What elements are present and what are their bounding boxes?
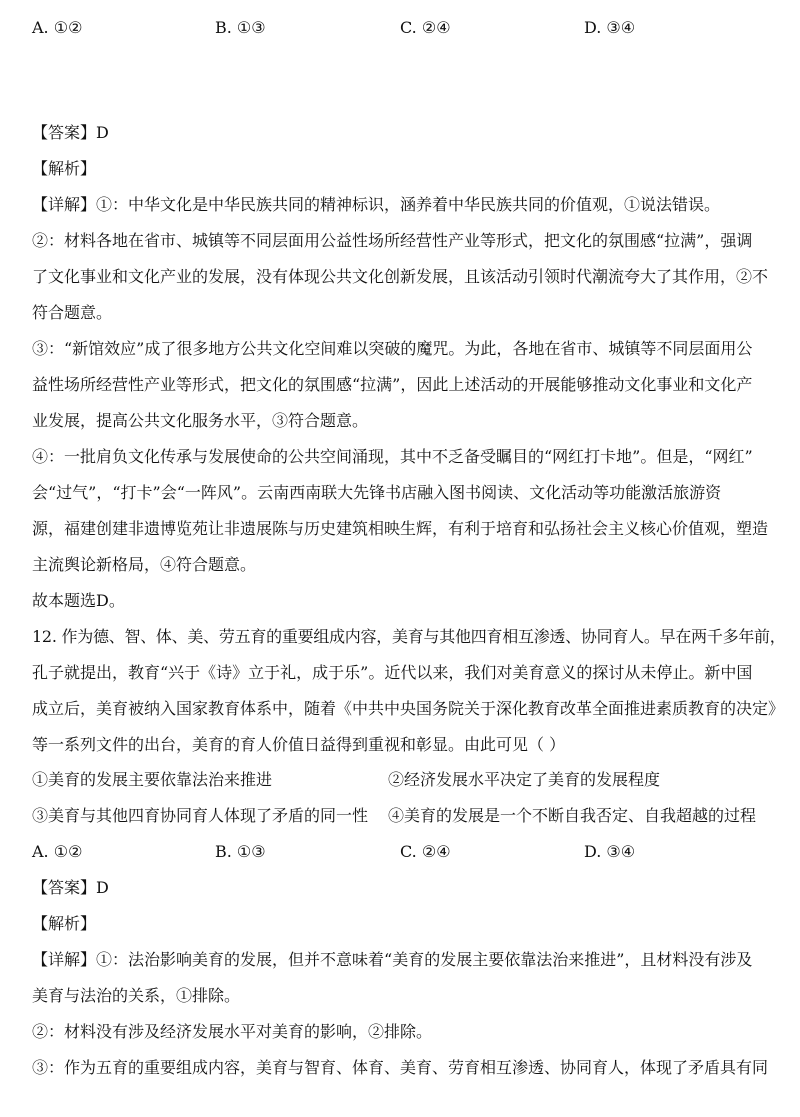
option-a: A. ①②	[32, 842, 83, 861]
detail-line: 美育与法治的关系，①排除。	[32, 986, 241, 1005]
question-line: 孔子就提出，教育“兴于《诗》立于礼，成于乐”。近代以来，我们对美育意义的探讨从未停止。新中国	[32, 663, 753, 682]
statement-1: ①美育的发展主要依靠法治来推进	[32, 770, 273, 789]
detail-line: 业发展，提高公共文化服务水平，③符合题意。	[32, 411, 369, 430]
option-d: D. ③④	[584, 18, 636, 37]
analysis-tag: 【解析】	[32, 159, 97, 178]
detail-line: 益性场所经营性产业等形式，把文化的氛围感“拉满”，因此上述活动的开展能够推动文化事业和文化产	[32, 375, 753, 394]
option-d: D. ③④	[584, 842, 636, 861]
option-c: C. ②④	[400, 18, 451, 37]
detail-tag: 【详解】	[32, 950, 97, 969]
detail-line: 主流舆论新格局，④符合题意。	[32, 555, 257, 574]
statement-2: ②经济发展水平决定了美育的发展程度	[388, 770, 661, 789]
detail-text: ①：中华文化是中华民族共同的精神标识，涵养着中华民族共同的价值观，①说法错误。	[96, 195, 721, 214]
option-b: B. ①③	[215, 18, 266, 37]
detail-line: 源，福建创建非遗博览苑让非遗展陈与历史建筑相映生辉，有利于培育和弘扬社会主义核心价值观，塑造	[32, 519, 769, 538]
detail-line: ③：“新馆效应”成了很多地方公共文化空间难以突破的魔咒。为此，各地在省市、城镇等不同层面用公	[32, 339, 753, 358]
detail-line	[32, 195, 720, 215]
detail-text: ①：法治影响美育的发展，但并不意味着“美育的发展主要依靠法治来推进”，且材料没有涉及	[96, 950, 753, 969]
statement-4: ④美育的发展是一个不断自我否定、自我超越的过程	[388, 806, 757, 825]
conclusion-line: 故本题选D。	[32, 591, 125, 610]
question-line: 等一系列文件的出台，美育的育人价值日益得到重视和彰显。由此可见（ ）	[32, 735, 566, 754]
detail-line: 符合题意。	[32, 303, 113, 322]
answer-line	[32, 123, 109, 143]
detail-tag: 【详解】	[32, 195, 97, 214]
answer-value: D	[96, 878, 109, 897]
detail-line: 了文化事业和文化产业的发展，没有体现公共文化创新发展，且该活动引领时代潮流夸大了其作用，②不	[32, 267, 769, 286]
detail-line: ②：材料没有涉及经济发展水平对美育的影响，②排除。	[32, 1022, 433, 1041]
statement-3: ③美育与其他四育协同育人体现了矛盾的同一性	[32, 806, 369, 825]
analysis-tag: 【解析】	[32, 914, 97, 933]
question-line: 12. 作为德、智、体、美、劳五育的重要组成内容，美育与其他四育相互渗透、协同育人。早在两千多年前，	[32, 627, 786, 646]
detail-line	[32, 950, 752, 970]
option-a: A. ①②	[32, 18, 83, 37]
answer-tag: 【答案】	[32, 878, 97, 897]
detail-line: ④：一批肩负文化传承与发展使命的公共空间涌现，其中不乏备受瞩目的“网红打卡地”。但是，“网红”	[32, 447, 753, 466]
detail-line: 会“过气”，“打卡”会“一阵风”。云南西南联大先锋书店融入图书阅读、文化活动等功能激活旅游资	[32, 483, 722, 502]
detail-line: ②：材料各地在省市、城镇等不同层面用公益性场所经营性产业等形式，把文化的氛围感“拉满”，强调	[32, 231, 753, 250]
option-b: B. ①③	[215, 842, 266, 861]
option-c: C. ②④	[400, 842, 451, 861]
answer-line	[32, 878, 109, 898]
detail-line: ③：作为五育的重要组成内容，美育与智育、体育、美育、劳育相互渗透、协同育人，体现了矛盾具有同	[32, 1058, 769, 1077]
answer-tag: 【答案】	[32, 123, 97, 142]
answer-value: D	[96, 123, 109, 142]
question-line: 成立后，美育被纳入国家教育体系中，随着《中共中央国务院关于深化教育改革全面推进素质教育的决定》	[32, 699, 785, 718]
